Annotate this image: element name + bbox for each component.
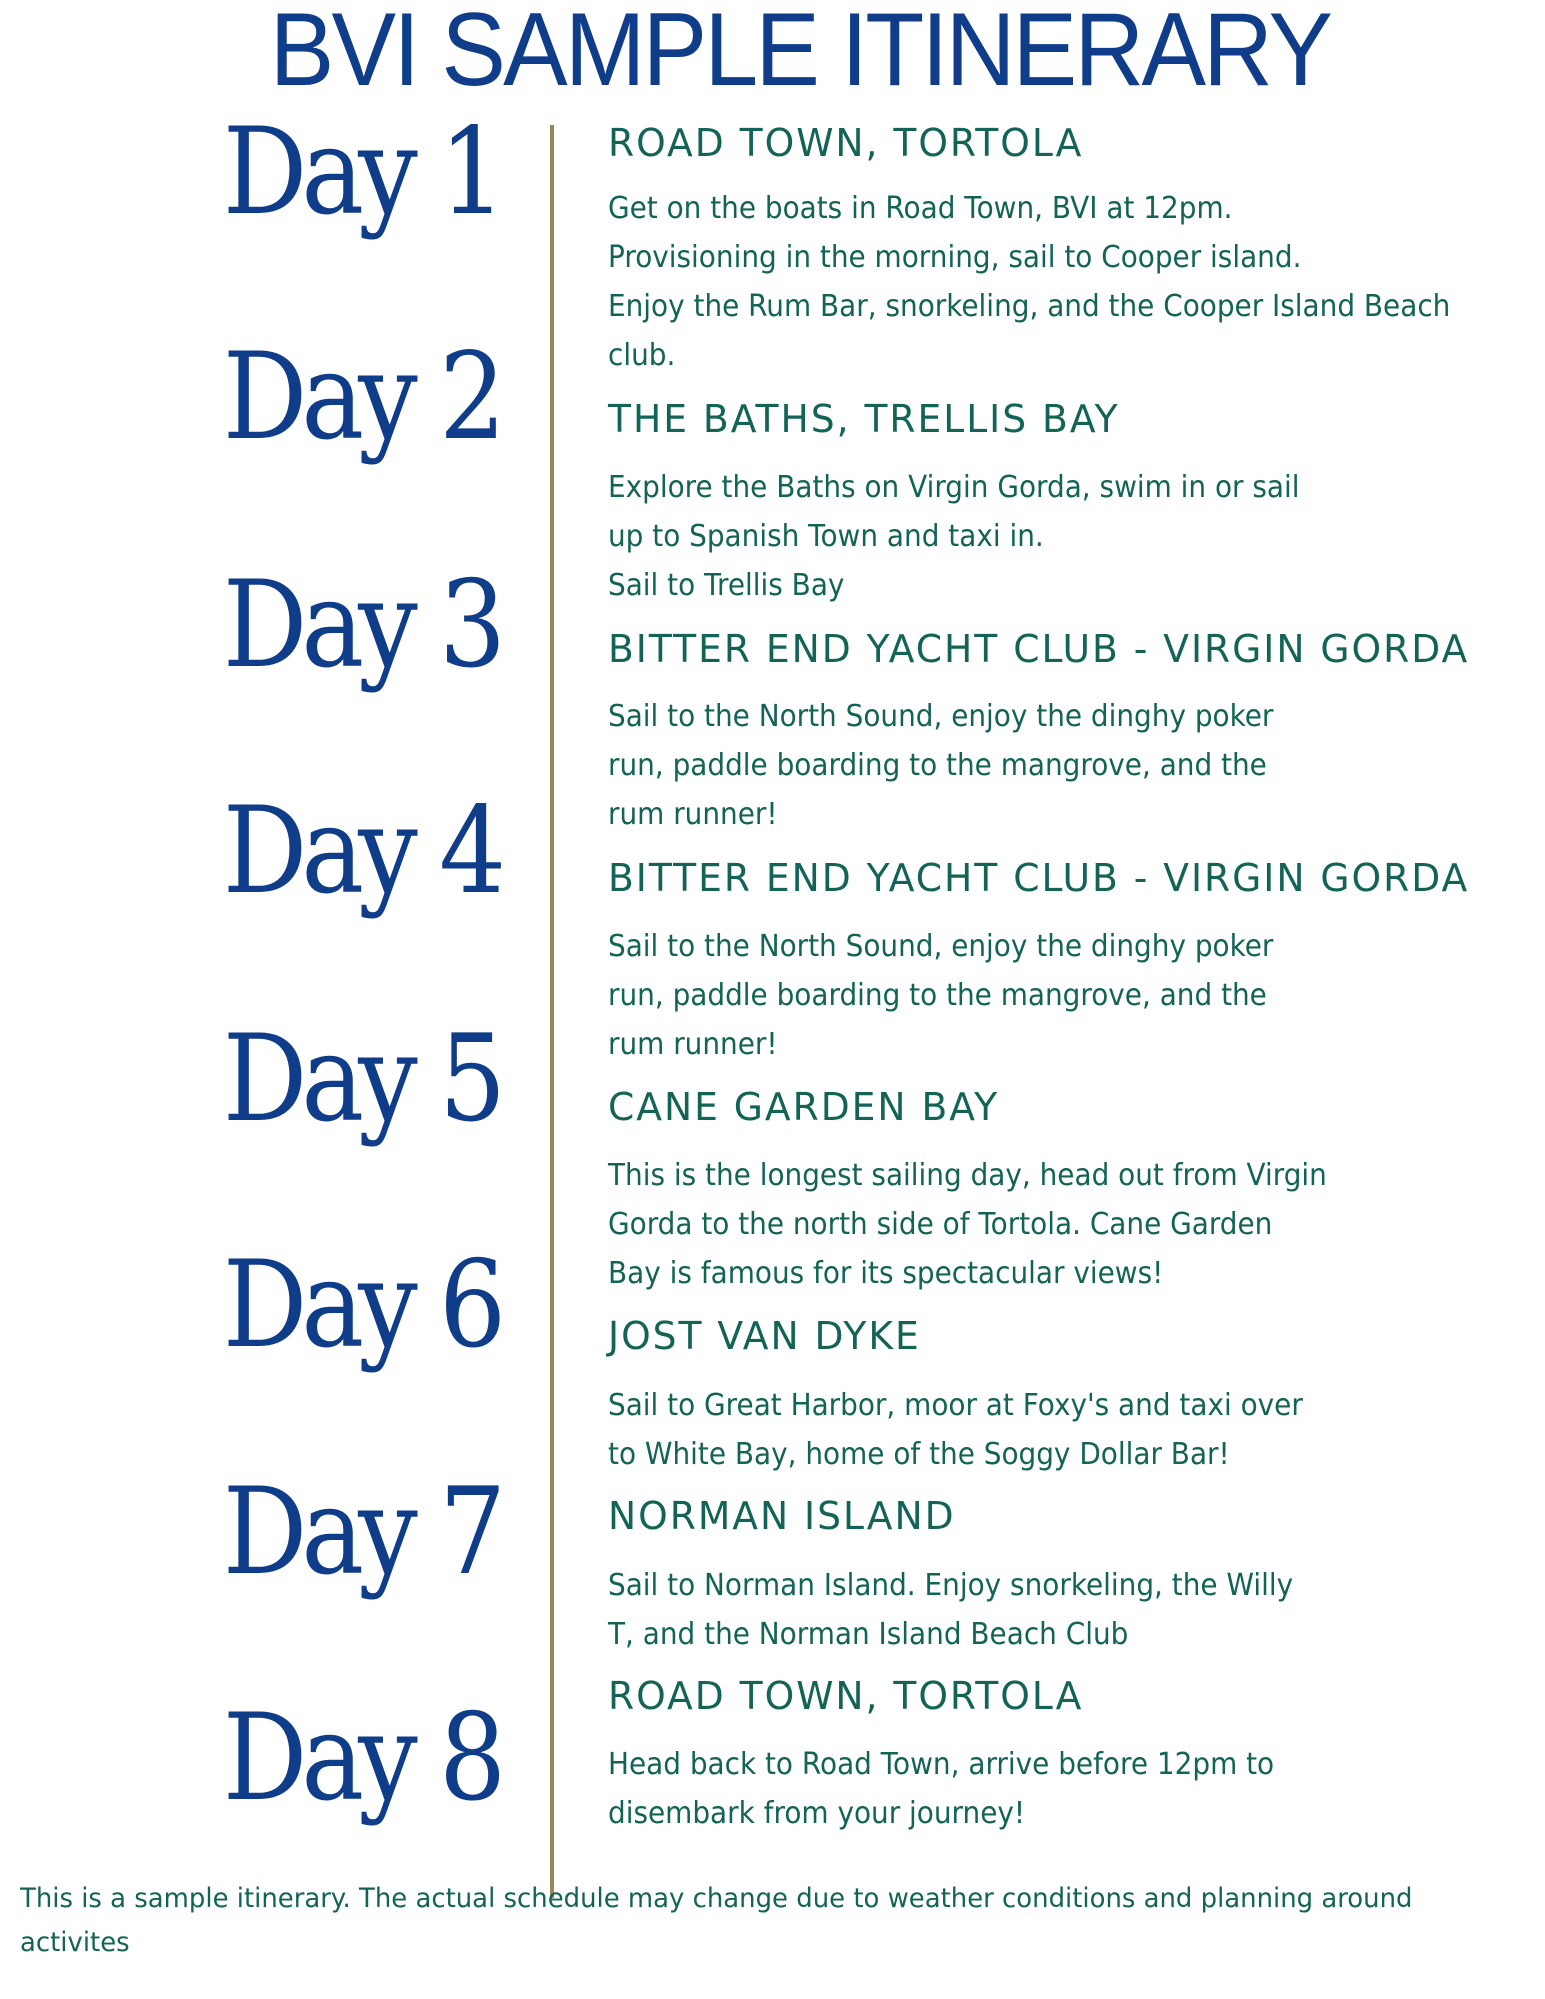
day-6-line: Sail to Great Harbor, moor at Foxy's and taxi over bbox=[608, 1388, 1303, 1423]
day-1-heading: ROAD TOWN, TORTOLA bbox=[608, 121, 1084, 165]
day-2-line: up to Spanish Town and taxi in. bbox=[608, 519, 1044, 554]
timeline-divider bbox=[550, 125, 554, 1898]
day-7-heading: NORMAN ISLAND bbox=[608, 1494, 956, 1538]
day-label-6: Day 6 bbox=[222, 1236, 500, 1375]
day-label-1: Day 1 bbox=[222, 103, 500, 242]
day-1-line: Provisioning in the morning, sail to Cooper island. bbox=[608, 240, 1302, 275]
footer-line: activites bbox=[20, 1927, 130, 1958]
day-8-description bbox=[608, 1740, 1274, 1838]
day-4-line: Sail to the North Sound, enjoy the dinghy poker bbox=[608, 929, 1274, 964]
day-8-line: Head back to Road Town, arrive before 12pm to bbox=[608, 1747, 1275, 1782]
day-7-line: T, and the Norman Island Beach Club bbox=[608, 1617, 1129, 1652]
day-label-3: Day 3 bbox=[222, 556, 500, 695]
day-4-description bbox=[608, 922, 1273, 1069]
day-1-line: Get on the boats in Road Town, BVI at 12pm. bbox=[608, 191, 1233, 226]
day-7-line: Sail to Norman Island. Enjoy snorkeling, the Willy bbox=[608, 1568, 1294, 1603]
day-label-7: Day 7 bbox=[222, 1463, 500, 1602]
day-label-4: Day 4 bbox=[222, 782, 500, 921]
day-4-line: run, paddle boarding to the mangrove, and the bbox=[608, 978, 1267, 1013]
day-8-line: disembark from your journey! bbox=[608, 1796, 1026, 1831]
day-3-description bbox=[608, 692, 1273, 839]
day-3-line: Sail to the North Sound, enjoy the dinghy poker bbox=[608, 699, 1274, 734]
day-5-line: Bay is famous for its spectacular views! bbox=[608, 1256, 1164, 1291]
day-3-line: rum runner! bbox=[608, 797, 778, 832]
day-2-description bbox=[608, 463, 1300, 610]
day-label-5: Day 5 bbox=[222, 1010, 500, 1149]
day-1-description bbox=[608, 184, 1450, 380]
day-2-line: Sail to Trellis Bay bbox=[608, 568, 845, 603]
day-label-2: Day 2 bbox=[222, 328, 500, 467]
day-2-heading: THE BATHS, TRELLIS BAY bbox=[608, 397, 1120, 441]
day-1-line: club. bbox=[608, 338, 676, 373]
day-label-8: Day 8 bbox=[222, 1689, 500, 1828]
day-3-line: run, paddle boarding to the mangrove, and the bbox=[608, 748, 1267, 783]
day-5-line: Gorda to the north side of Tortola. Cane Garden bbox=[608, 1207, 1273, 1242]
page-title: BVI SAMPLE ITINERARY bbox=[269, 0, 1331, 108]
day-6-description bbox=[608, 1381, 1303, 1479]
day-1-line: Enjoy the Rum Bar, snorkeling, and the Cooper Island Beach bbox=[608, 289, 1451, 324]
day-4-line: rum runner! bbox=[608, 1027, 778, 1062]
day-6-line: to White Bay, home of the Soggy Dollar Bar! bbox=[608, 1437, 1230, 1472]
footer-line: This is a sample itinerary. The actual schedule may change due to weather conditions and planning around bbox=[20, 1883, 1413, 1914]
day-3-heading: BITTER END YACHT CLUB - VIRGIN GORDA bbox=[608, 627, 1470, 671]
day-5-heading: CANE GARDEN BAY bbox=[608, 1085, 1000, 1129]
day-2-line: Explore the Baths on Virgin Gorda, swim in or sail bbox=[608, 470, 1300, 505]
day-6-heading: JOST VAN DYKE bbox=[608, 1314, 921, 1358]
day-5-line: This is the longest sailing day, head out from Virgin bbox=[608, 1158, 1327, 1193]
day-8-heading: ROAD TOWN, TORTOLA bbox=[608, 1674, 1084, 1718]
day-4-heading: BITTER END YACHT CLUB - VIRGIN GORDA bbox=[608, 856, 1470, 900]
day-7-description bbox=[608, 1561, 1293, 1659]
disclaimer-footer bbox=[20, 1877, 1460, 1965]
day-5-description bbox=[608, 1151, 1327, 1298]
